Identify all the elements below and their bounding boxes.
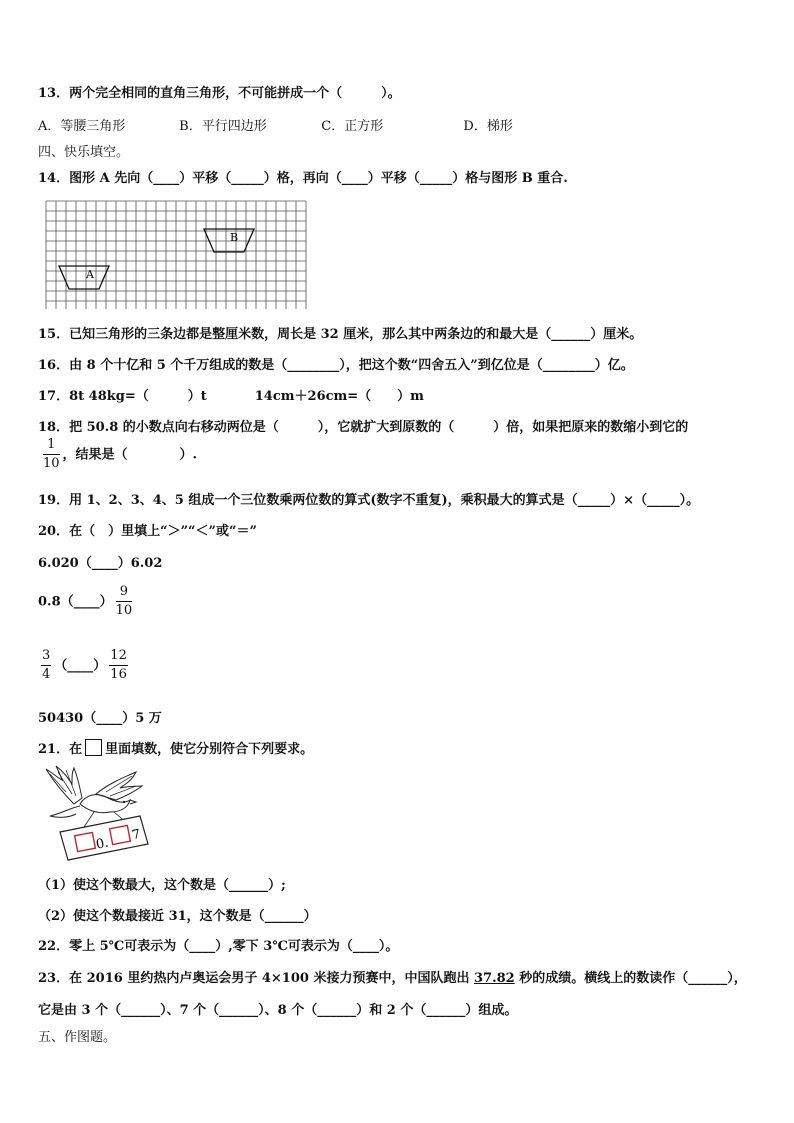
q14-text: 14．图形 A 先向（____）平移（_____）格，再向（____）平移（_____）格与图形 B 重合.	[38, 171, 568, 186]
option-a[interactable]: A．等腰三角形	[38, 119, 126, 134]
q20-row2-fraction: $\frac{9}{10}$	[115, 584, 133, 619]
q13-options	[38, 115, 513, 134]
q16-text: 16．由 8 个十亿和 5 个千万组成的数是（________），把这个数“四舍五入”到亿位是（________）亿。	[38, 358, 634, 373]
shape-a-label: A	[86, 268, 94, 281]
q22-text: 22．零上 5℃可表示为（____）,零下 3℃可表示为（____）。	[38, 939, 399, 954]
q20-row2: 0.8（____） $\frac{9}{10}$	[38, 584, 133, 619]
card-digit: 7	[130, 827, 142, 844]
q21-text: 21．在 里面填数，使它分别符合下列要求。	[38, 738, 313, 757]
section-4-heading: 四、快乐填空。	[38, 145, 130, 160]
q20-row3: $\frac{3}{4}$ （____） $\frac{12}{16}$	[42, 648, 127, 683]
q20-text: 20．在（ ）里填上“＞”“＜”或“＝”	[38, 524, 257, 539]
card-decimal-point: 0.	[94, 835, 110, 853]
q17-part2: 14cm＋26cm=（ ）m	[254, 389, 424, 404]
q18-fraction: $\frac{1}{10}$	[43, 437, 60, 472]
q17-text	[38, 385, 424, 404]
q15-text: 15．已知三角形的三条边都是整厘米数，周长是 32 厘米，那么其中两条边的和最大是（______）厘米。	[38, 327, 643, 342]
q13-text: 13．两个完全相同的直角三角形，不可能拼成一个（ ）。	[38, 86, 401, 101]
option-b[interactable]: B．平行四边形	[179, 119, 267, 134]
underlined-number: 37.82	[473, 971, 515, 986]
q20-row1: 6.020（____）6.02	[38, 556, 163, 571]
option-d[interactable]: D．梯形	[463, 119, 513, 134]
q23-line2: 它是由 3 个（______）、7 个（______）、8 个（______）和 2 个（______）组成。	[38, 1003, 518, 1018]
section-5-heading: 五、作图题。	[38, 1030, 117, 1045]
shape-b-label: B	[230, 231, 239, 244]
bird-card-illustration	[36, 764, 176, 864]
q17-part1: 17．8t 48kg=（ ）t	[38, 389, 207, 404]
q19-text: 19．用 1、2、3、4、5 组成一个三位数乘两位数的算式(数字不重复)，乘积最大的算式是（_____）×（_____）。	[38, 493, 700, 508]
q21-sub2: （2）使这个数最接近 31，这个数是（______）	[38, 909, 317, 924]
q14-grid	[44, 199, 310, 309]
q20-row4: 50430（____）5 万	[38, 711, 162, 726]
q23-line1: 23．在 2016 里约热内卢奥运会男子 4×100 米接力预赛中，中国队跑出 37.82 秒的成绩。横线上的数读作（______），	[38, 971, 747, 986]
option-c[interactable]: C．正方形	[321, 119, 384, 134]
shape-b	[204, 229, 254, 252]
q20-row3-fraction-right: $\frac{12}{16}$	[110, 648, 127, 683]
q20-row3-fraction-left: $\frac{3}{4}$	[42, 648, 51, 683]
shape-a	[59, 266, 109, 289]
q18-line2: $\frac{1}{10}$ ，结果是（ ）.	[43, 437, 198, 472]
blank-square-icon	[85, 739, 102, 756]
q21-sub1: （1）使这个数最大，这个数是（______）;	[38, 878, 286, 893]
q18-line1: 18．把 50.8 的小数点向右移动两位是（ ），它就扩大到原数的（ ）倍，如果把原来的数缩小到它的	[38, 420, 689, 435]
